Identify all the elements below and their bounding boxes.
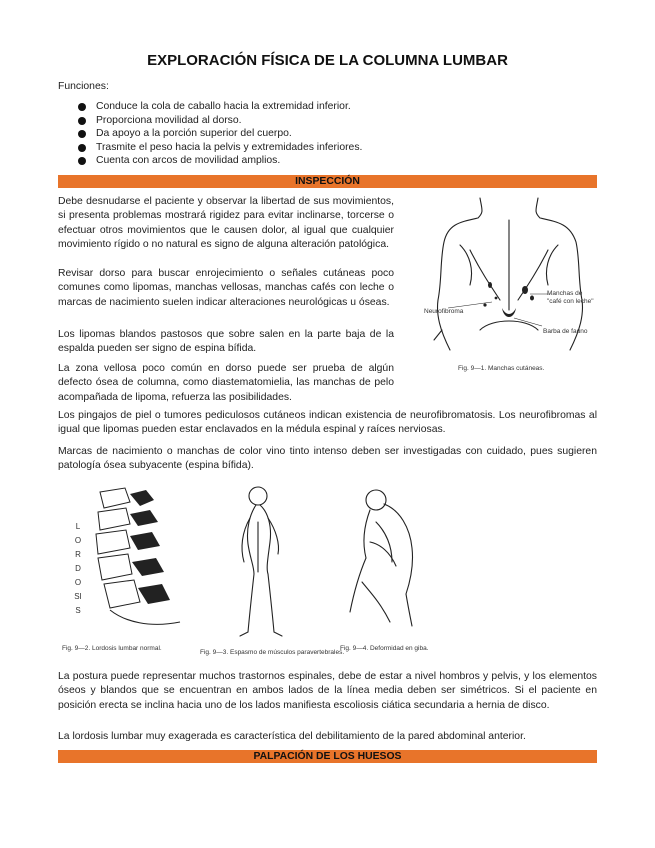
paragraph: Los pingajos de piel o tumores pediculosos cutáneos indican existencia de neurofibromatosis. Los neurofibromas al igual que lipomas pueden estar enclavados en la médula espinal y raíces nerviosas.: [58, 410, 597, 436]
bullet-icon: [78, 103, 86, 111]
list-item: Da apoyo a la porción superior del cuerpo.: [78, 127, 362, 141]
figure-caption: Fig. 9—4. Deformidad en giba.: [340, 645, 429, 652]
standing-figure-illustration: [220, 482, 300, 642]
inspection-paragraph: Los lipomas blandos pastosos que sobre salen en la parte baja de la espalda pueden ser signo de espina bífida.: [58, 329, 394, 355]
bullet-icon: [78, 157, 86, 165]
label-neurofibroma: Neurofibroma: [424, 308, 464, 315]
label-manchas: Manchas de: [547, 290, 583, 297]
inspection-paragraph: La zona vellosa poco común en dorso puede ser prueba de algún defecto ósea de columna, como diastematomielia, las manchas de pelo acompañada de lipoma, refuerza las posibilidades.: [58, 363, 394, 403]
label-barba-fauno: Barba de fauno: [543, 328, 588, 335]
bullet-icon: [78, 130, 86, 138]
lordosis-vertical-label: LORDOSIS: [74, 522, 82, 615]
list-item: Proporciona movilidad al dorso.: [78, 114, 362, 128]
inspection-paragraph: Debe desnudarse el paciente y observar la libertad de sus movimientos, si presenta problemas mostrará rigidez para evitar inclinarse, torcerse o efectuar otros movimientos que le causen dolor, al igual que cualquier movimiento rígido o no natural es signo de alguna alteración patológica.: [58, 196, 394, 251]
figure-caption: Fig. 9—2. Lordosis lumbar normal.: [62, 645, 162, 652]
figure-caption: Fig. 9—3. Espasmo de músculos paravertebrales.: [200, 649, 345, 656]
list-item: Conduce la cola de caballo hacia la extremidad inferior.: [78, 100, 362, 114]
paragraph: La postura puede representar muchos trastornos espinales, debe de estar a nivel hombros y pelvis, y los elementos óseos y blandos que se encuentran en ambos lados de la línea media deben ser simétricos. Si el paciente en posición erecta se inclina hacia uno de los lados manifiesta escoliosis ciática secundaria a hernia de disco.: [58, 671, 597, 711]
bullet-icon: [78, 144, 86, 152]
lumbar-spine-illustration: [70, 482, 190, 632]
section-header-inspection: INSPECCIÓN: [58, 175, 597, 188]
functions-list: [78, 100, 362, 168]
label-manchas-2: "café con leche": [547, 298, 594, 305]
functions-label: Funciones:: [58, 81, 109, 92]
bullet-icon: [78, 117, 86, 125]
page-title: EXPLORACIÓN FÍSICA DE LA COLUMNA LUMBAR: [147, 52, 508, 69]
paragraph: Marcas de nacimiento o manchas de color vino tinto intenso deben ser investigadas con cuidado, pues sugieren patología ósea subyacente (espina bífida).: [58, 446, 597, 472]
inspection-paragraph: Revisar dorso para buscar enrojecimiento o señales cutáneas poco comunes como lipomas, manchas vellosas, manchas cafés con leche o marcas de nacimiento suelen indicar alteraciones neurológicas u óseas.: [58, 268, 394, 308]
figure-caption: Fig. 9—1. Manchas cutáneas.: [458, 365, 545, 372]
section-header-palpation: PALPACIÓN DE LOS HUESOS: [58, 750, 597, 763]
hunchback-figure-illustration: [340, 482, 430, 632]
list-item: Trasmite el peso hacia la pelvis y extremidades inferiores.: [78, 141, 362, 155]
paragraph: La lordosis lumbar muy exagerada es característica del debilitamiento de la pared abdominal anterior.: [58, 731, 526, 742]
list-item: Cuenta con arcos de movilidad amplios.: [78, 154, 362, 168]
